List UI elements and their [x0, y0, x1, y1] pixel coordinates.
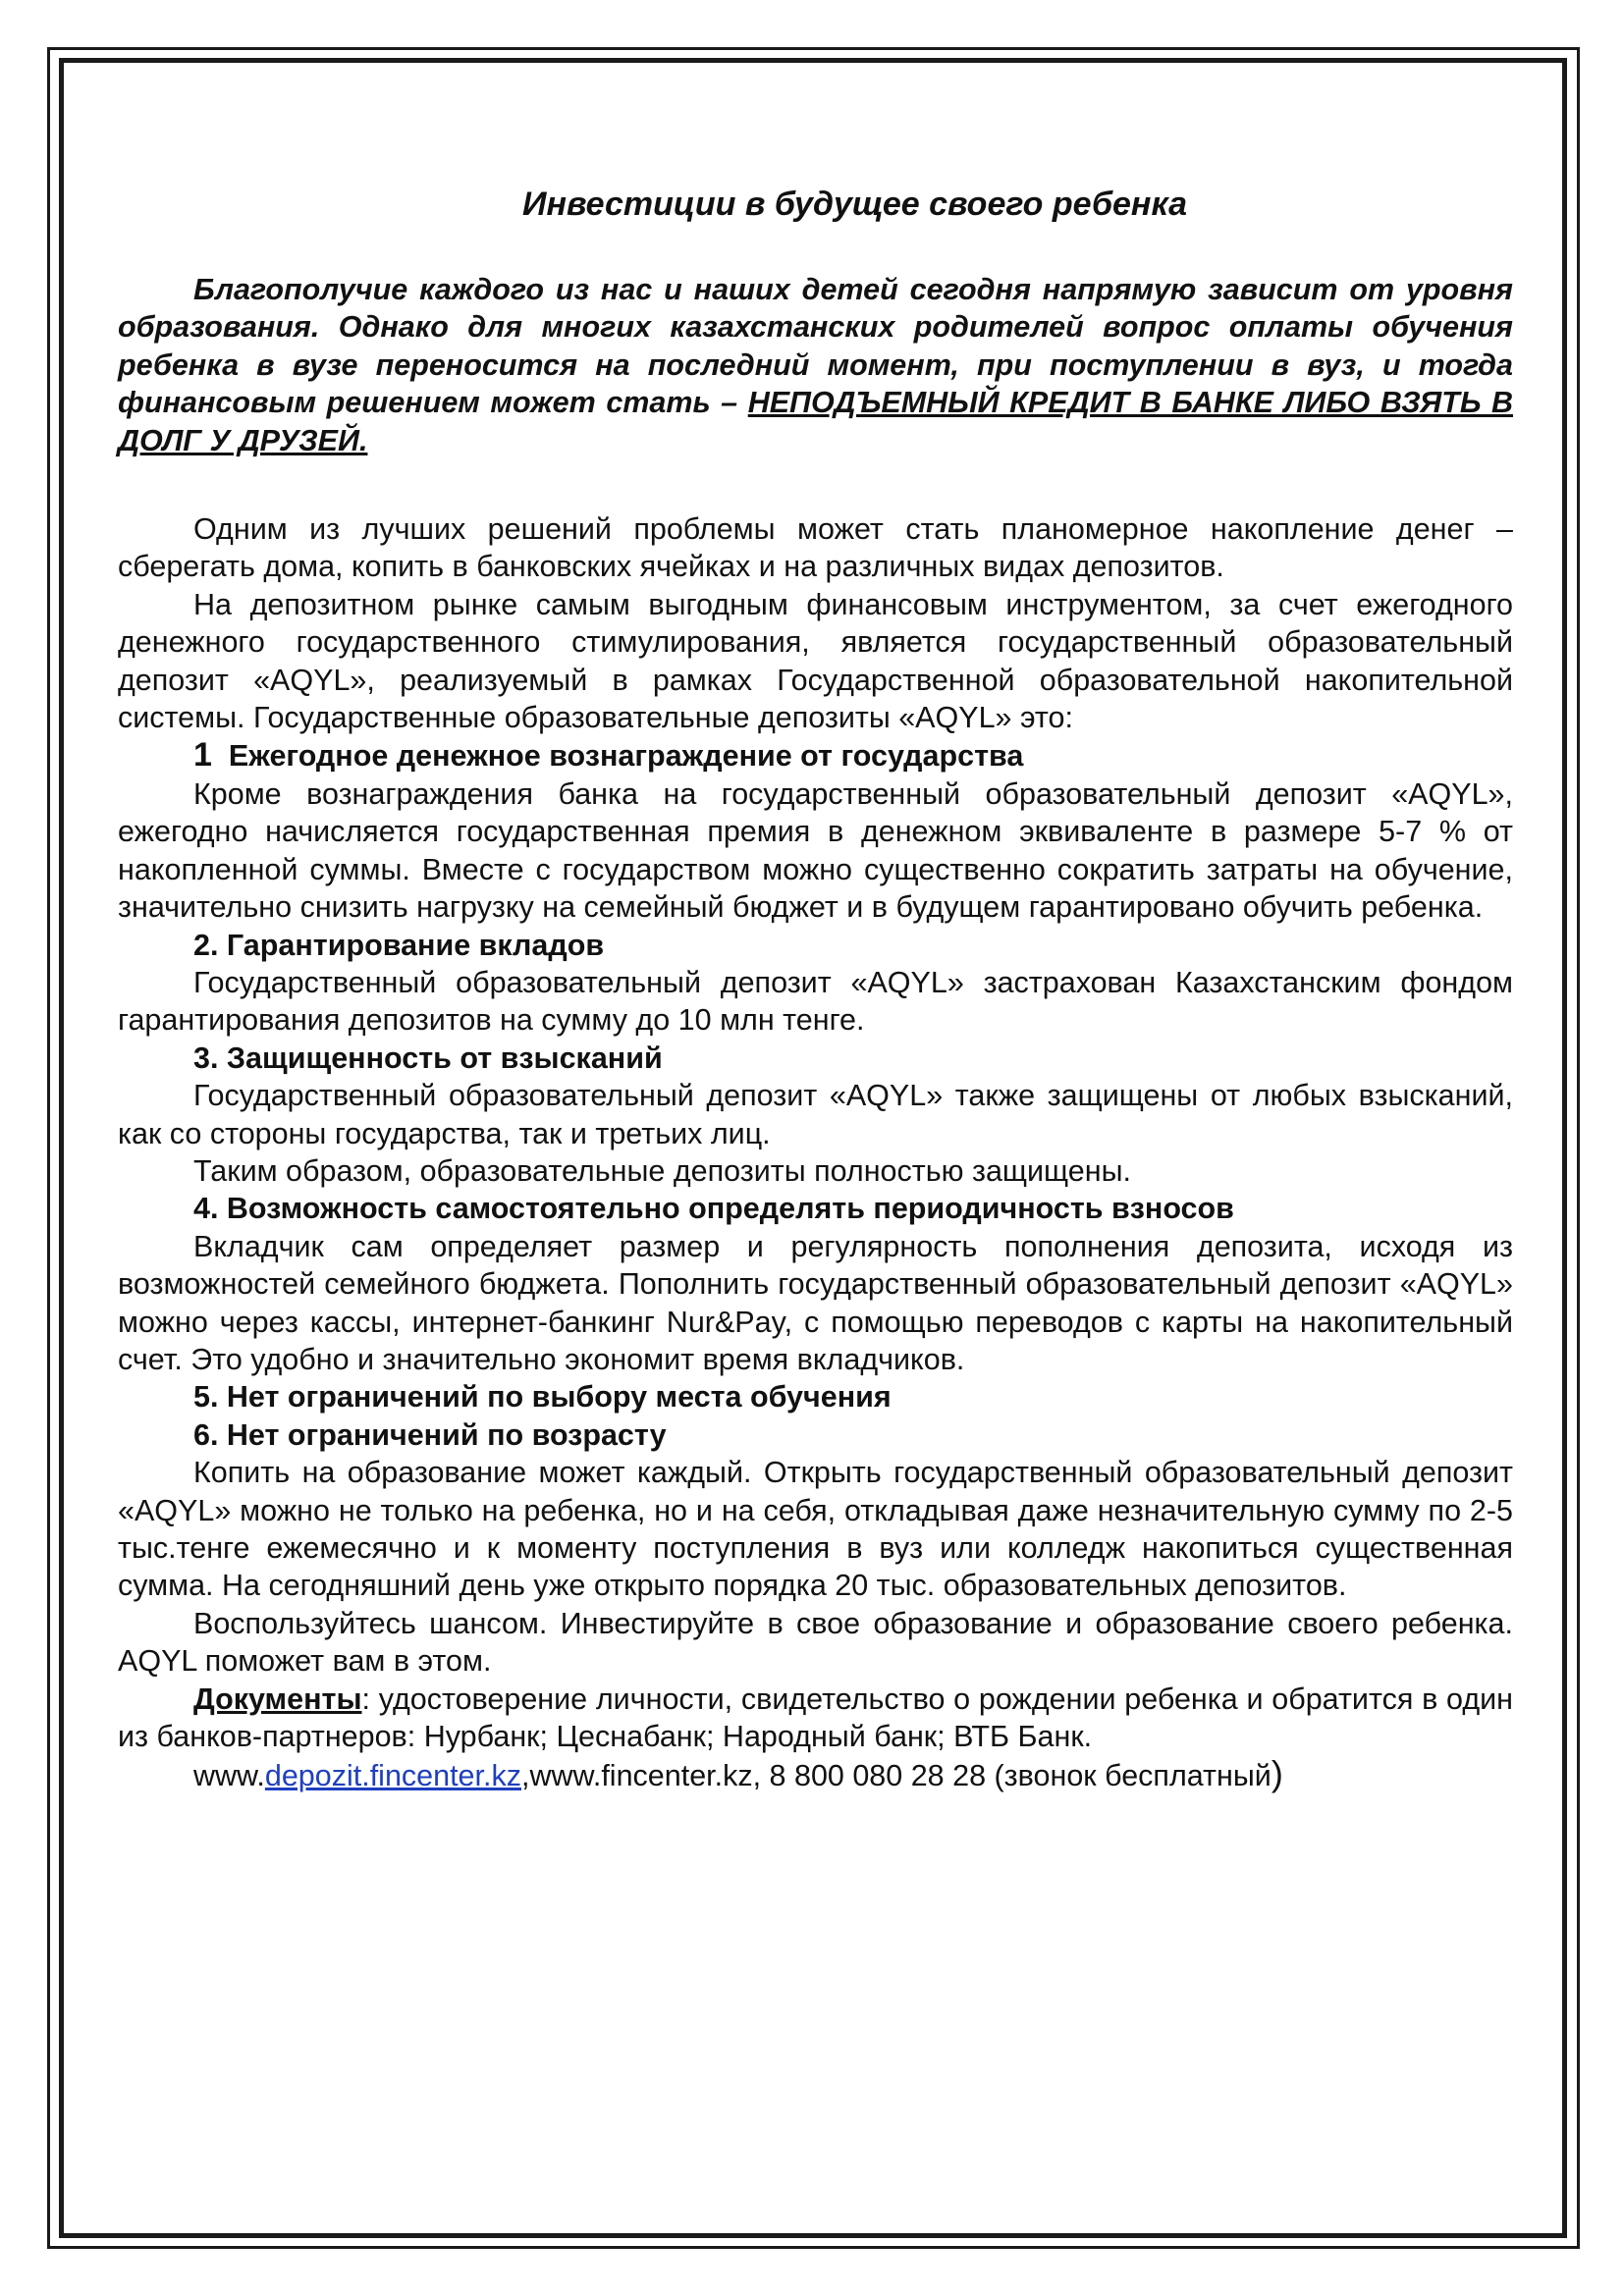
contacts-close-paren: ) — [1271, 1753, 1283, 1794]
section-1-paragraph: Кроме вознаграждения банка на государственный образовательный депозит «AQYL», ежегодно начисляется государственная премия в денежном эквиваленте в размере 5-7 % от накопленной суммы. Вместе с государством можно существенно сократить затраты на обучение, значительно снизить нагрузку на семейный бюджет и в будущем гарантировано обучить ребенка. — [118, 776, 1513, 925]
section-heading-3: 3. Защищенность от взысканий — [193, 1041, 663, 1075]
section-heading-6: 6. Нет ограничений по возрасту — [193, 1417, 667, 1452]
section-heading-2: 2. Гарантирование вкладов — [193, 928, 605, 962]
section-6-paragraph-2: Воспользуйтесь шансом. Инвестируйте в свое образование и образование своего ребенка. AQYL поможет вам в этом. — [118, 1606, 1513, 1679]
section-3-paragraph-1: Государственный образовательный депозит «AQYL» также защищены от любых взысканий, как со стороны государства, так и третьих лиц. — [118, 1079, 1513, 1150]
section-3-paragraph-2: Таким образом, образовательные депозиты полностью защищены. — [193, 1153, 1132, 1188]
section-heading-5: 5. Нет ограничений по выбору места обучения — [193, 1380, 892, 1415]
section-4-paragraph: Вкладчик сам определяет размер и регулярность пополнения депозита, исходя из возможностей семейного бюджета. Пополнить государственный образовательный депозит «AQYL» можно через кассы, интернет-банкинг Nur&Pay, с помощью переводов с карты на накопительный счет. Это удобно и значительно экономит время вкладчиков. — [118, 1229, 1513, 1376]
section-heading-1 — [118, 736, 1513, 774]
lead-text: Благополучие каждого из нас и наших детей сегодня напрямую зависит от уровня образования. Однако для многих казахстанских родителей вопрос оплаты обучения ребенка в вузе переносится на последний момент, при поступлении в вуз, и тогда финансовым решением может стать – — [118, 273, 1513, 420]
depozit-link[interactable]: depozit.fincenter.kz — [264, 1759, 521, 1793]
contacts-rest: ,www.fincenter.kz, 8 800 080 28 28 (звонок бесплатный — [520, 1759, 1271, 1793]
section-6-paragraph-1: Копить на образование может каждый. Открыть государственный образовательный депозит «AQYL» можно не только на ребенка, но и на себя, откладывая даже незначительную сумму по 2-5 тыс.тенге ежемесячно и к моменту поступления в вуз или колледж накопиться существенная сумма. На сегодняшний день уже открыто порядка 20 тыс. образовательных депозитов. — [118, 1456, 1513, 1603]
documents-label: Документы — [193, 1682, 362, 1716]
contacts-line — [118, 1755, 1513, 1794]
intro-paragraph-1: Одним из лучших решений проблемы может стать планомерное накопление денег – сберегать дома, копить в банковских ячейках и на различных видах депозитов. — [118, 512, 1513, 584]
section-heading-4: 4. Возможность самостоятельно определять периодичность взносов — [193, 1192, 1234, 1226]
intro-paragraph-2: На депозитном рынке самым выгодным финансовым инструментом, за счет ежегодного денежного государственного стимулирования, является государственный образовательный депозит «AQYL», реализуемый в рамках Государственной образовательной накопительной системы. Государственные образовательные депозиты «AQYL» это: — [118, 587, 1513, 735]
lead-paragraph — [118, 271, 1513, 459]
document-title: Инвестиции в будущее своего ребенка — [521, 186, 1188, 223]
section-2-paragraph: Государственный образовательный депозит «AQYL» застрахован Казахстанским фондом гарантирования депозитов на сумму до 10 млн тенге. — [118, 965, 1513, 1038]
section-number-1: 1 — [193, 736, 212, 774]
lead-underlined-text: НЕПОДЪЕМНЫЙ КРЕДИТ В БАНКЕ ЛИБО ВЗЯТЬ В ДОЛГ У ДРУЗЕЙ. — [118, 386, 1513, 457]
documents-text: : удостоверение личности, свидетельство о рождении ребенка и обратится в один из банков-партнеров: Нурбанк; Цеснабанк; Народный банк; ВТБ Банк. — [118, 1682, 1513, 1754]
document-body — [118, 185, 1513, 1795]
documents-paragraph — [118, 1681, 1513, 1756]
section-heading-text-1: Ежегодное денежное вознаграждение от государства — [228, 739, 1024, 774]
contacts-prefix: www. — [193, 1759, 265, 1793]
